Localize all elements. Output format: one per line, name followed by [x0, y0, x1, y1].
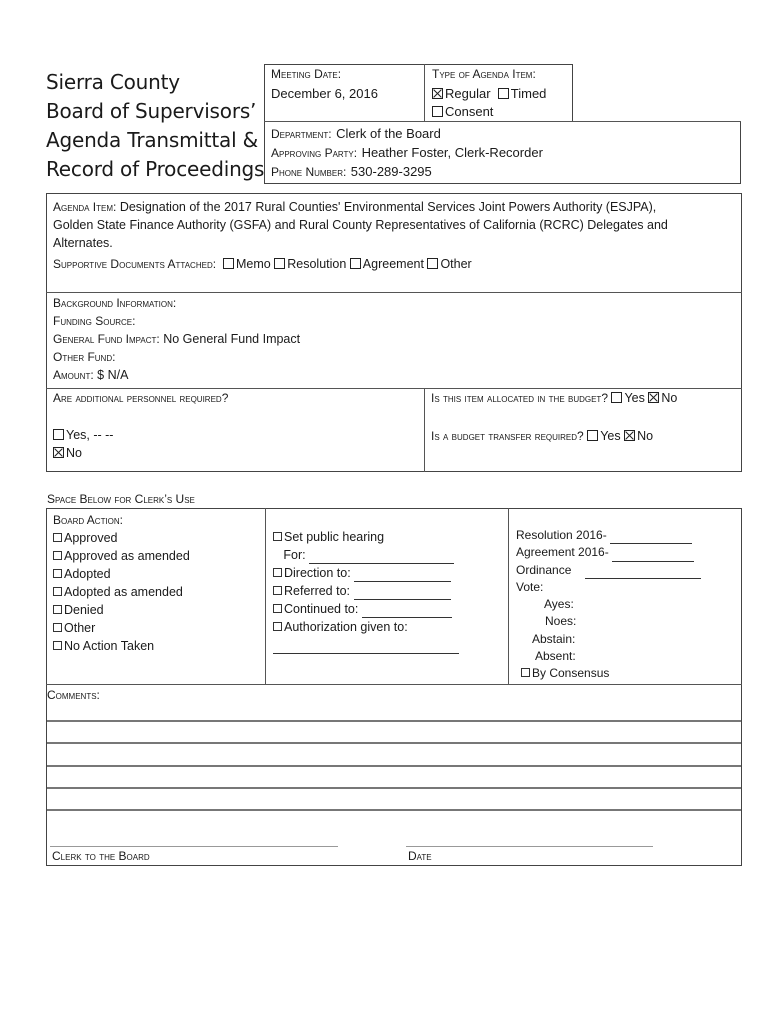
- consent-checkbox[interactable]: [432, 106, 443, 117]
- comment-line[interactable]: [47, 742, 741, 744]
- phone-label: Phone Number:: [271, 165, 347, 179]
- clerk-signature-label: Clerk to the Board: [52, 849, 150, 863]
- consensus-label: By Consensus: [532, 666, 610, 681]
- budget-alloc-row: [431, 389, 677, 407]
- meeting-date-field[interactable]: December 6, 2016: [271, 86, 378, 101]
- board-action-list: [53, 511, 190, 655]
- agenda-item-text: Designation of the 2017 Rural Counties' Environmental Services Joint Powers Authority (ESJPA),: [119, 200, 657, 214]
- form-title: [46, 68, 264, 184]
- transfer-no-label: No: [637, 429, 654, 443]
- divider: [46, 292, 742, 293]
- direction-label: Direction to:: [284, 566, 351, 580]
- for-field[interactable]: [309, 551, 454, 564]
- agenda-item-text: Alternates.: [53, 236, 113, 250]
- divider: [424, 64, 425, 122]
- agreement-checkbox[interactable]: [350, 258, 361, 269]
- transfer-label: Is a budget transfer required?: [431, 429, 584, 443]
- date-signature-line[interactable]: [406, 846, 653, 847]
- approving-label: Approving Party:: [271, 146, 358, 160]
- background-label: Background Information:: [53, 296, 177, 310]
- transfer-row: [431, 427, 653, 445]
- title-line: Sierra County: [46, 70, 180, 94]
- agenda-type-row: [432, 86, 546, 101]
- funding-section: [53, 294, 300, 384]
- transfer-yes-label: Yes: [600, 429, 621, 443]
- set-hearing-label: Set public hearing: [284, 530, 385, 544]
- department-row: [271, 125, 441, 143]
- action-label: Other: [64, 621, 96, 635]
- comments-label: Comments:: [47, 688, 100, 702]
- agreement-field[interactable]: [612, 549, 694, 562]
- agreement-label: Agreement 2016-: [516, 545, 609, 560]
- budget-alloc-no-label: No: [661, 391, 678, 405]
- personnel-yes-label: Yes, -- --: [66, 428, 114, 442]
- phone-field[interactable]: 530-289-3295: [350, 164, 432, 179]
- action-label: Approved as amended: [64, 549, 190, 563]
- comment-line[interactable]: [47, 809, 741, 811]
- absent-label: Absent:: [535, 649, 576, 664]
- personnel-no-checkbox[interactable]: [53, 447, 64, 458]
- referred-checkbox[interactable]: [273, 586, 282, 595]
- budget-alloc-label: Is this item allocated in the budget?: [431, 391, 608, 405]
- action-label: Adopted as amended: [64, 585, 183, 599]
- clerk-signature-line[interactable]: [50, 846, 338, 847]
- action-checkbox[interactable]: [53, 623, 62, 632]
- resolution-field[interactable]: [610, 531, 692, 544]
- amount-label: Amount:: [53, 368, 94, 382]
- agenda-item-text: Golden State Finance Authority (GSFA) and Rural County Representatives of California (RCRC) Delegates and: [53, 218, 668, 232]
- personnel-yes-checkbox[interactable]: [53, 429, 64, 440]
- noes-label: Noes:: [545, 614, 577, 629]
- gf-impact-label: General Fund Impact:: [53, 332, 160, 346]
- department-label: Department:: [271, 127, 332, 141]
- other-doc-label: Other: [440, 257, 472, 271]
- resolution-label: Resolution: [287, 257, 347, 271]
- regular-label: Regular: [445, 86, 491, 101]
- resolution-label: Resolution 2016-: [516, 528, 607, 542]
- regular-checkbox[interactable]: [432, 88, 443, 99]
- board-action-label: Board Action:: [53, 513, 124, 527]
- supportive-docs-row: [53, 255, 472, 273]
- authorization-field[interactable]: [273, 641, 459, 654]
- ordinance-field[interactable]: [585, 566, 701, 579]
- title-line: Agenda Transmittal &: [46, 128, 259, 152]
- referred-label: Referred to:: [284, 584, 351, 598]
- transfer-yes-checkbox[interactable]: [587, 430, 598, 441]
- abstain-label: Abstain:: [532, 631, 576, 646]
- comment-line[interactable]: [47, 765, 741, 767]
- action-label: Denied: [64, 603, 104, 617]
- amount-value: $ N/A: [97, 368, 129, 382]
- agreement-label: Agreement: [362, 257, 424, 271]
- agenda-item-label: Agenda Item:: [53, 200, 117, 214]
- title-line: Board of Supervisors’: [46, 99, 257, 123]
- budget-alloc-no-checkbox[interactable]: [648, 392, 659, 403]
- divider: [46, 684, 742, 685]
- timed-checkbox[interactable]: [498, 88, 509, 99]
- supportive-docs-label: Supportive Documents Attached:: [53, 257, 217, 271]
- ordinance-label: Ordinance: [516, 562, 572, 577]
- action-checkbox[interactable]: [53, 587, 62, 596]
- budget-alloc-yes-checkbox[interactable]: [611, 392, 622, 403]
- memo-checkbox[interactable]: [223, 258, 234, 269]
- memo-label: Memo: [236, 257, 271, 271]
- continued-field[interactable]: [362, 605, 452, 618]
- direction-field[interactable]: [354, 569, 451, 582]
- divider: [265, 508, 266, 684]
- divider: [264, 121, 741, 122]
- agenda-type-row-2: [432, 104, 493, 119]
- other-fund-label: Other Fund:: [53, 350, 116, 364]
- title-line: Record of Proceedings: [46, 157, 265, 181]
- agenda-item: [53, 198, 739, 252]
- ayes-label: Ayes:: [544, 597, 574, 612]
- action-label: Adopted: [64, 567, 111, 581]
- resolution-list: [516, 527, 701, 683]
- budget-alloc-yes-label: Yes: [624, 391, 645, 405]
- for-label: For:: [283, 548, 306, 562]
- action-checkbox[interactable]: [53, 551, 62, 560]
- comment-line[interactable]: [47, 787, 741, 789]
- authorization-checkbox[interactable]: [273, 622, 282, 631]
- comment-line[interactable]: [47, 720, 741, 722]
- action-checkbox[interactable]: [53, 569, 62, 578]
- other-doc-checkbox[interactable]: [427, 258, 438, 269]
- phone-row: [271, 163, 432, 181]
- consent-label: Consent: [445, 104, 494, 119]
- direction-checkbox[interactable]: [273, 568, 282, 577]
- personnel-section: [53, 389, 228, 462]
- set-hearing-checkbox[interactable]: [273, 532, 282, 541]
- agenda-type-label: Type of Agenda Item:: [432, 67, 536, 81]
- resolution-checkbox[interactable]: [274, 258, 285, 269]
- approving-field[interactable]: Heather Foster, Clerk-Recorder: [361, 145, 543, 160]
- timed-label: Timed: [510, 86, 547, 101]
- action-label: Approved: [64, 531, 118, 545]
- clerk-section-label: Space Below for Clerk’s Use: [47, 492, 195, 506]
- approving-row: [271, 144, 543, 162]
- transfer-no-checkbox[interactable]: [624, 430, 635, 441]
- gf-impact-value: No General Fund Impact: [163, 332, 301, 346]
- continued-label: Continued to:: [284, 602, 359, 616]
- action-checkbox[interactable]: [53, 533, 62, 542]
- vote-label: Vote:: [516, 579, 544, 594]
- action-checkbox[interactable]: [53, 641, 62, 650]
- personnel-no-label: No: [66, 446, 82, 460]
- personnel-label: Are additional personnel required?: [53, 391, 229, 405]
- action-checkbox[interactable]: [53, 605, 62, 614]
- meeting-date-label: Meeting Date:: [271, 67, 342, 81]
- divider: [508, 508, 509, 684]
- department-field[interactable]: Clerk of the Board: [336, 126, 441, 141]
- referred-field[interactable]: [354, 587, 451, 600]
- date-label: Date: [408, 849, 432, 863]
- divider: [424, 388, 425, 472]
- action-label: No Action Taken: [64, 639, 155, 653]
- continued-checkbox[interactable]: [273, 604, 282, 613]
- authorization-label: Authorization given to:: [284, 620, 408, 634]
- consensus-checkbox[interactable]: [521, 668, 530, 677]
- funding-source-label: Funding Source:: [53, 314, 136, 328]
- hearing-list: [273, 528, 459, 654]
